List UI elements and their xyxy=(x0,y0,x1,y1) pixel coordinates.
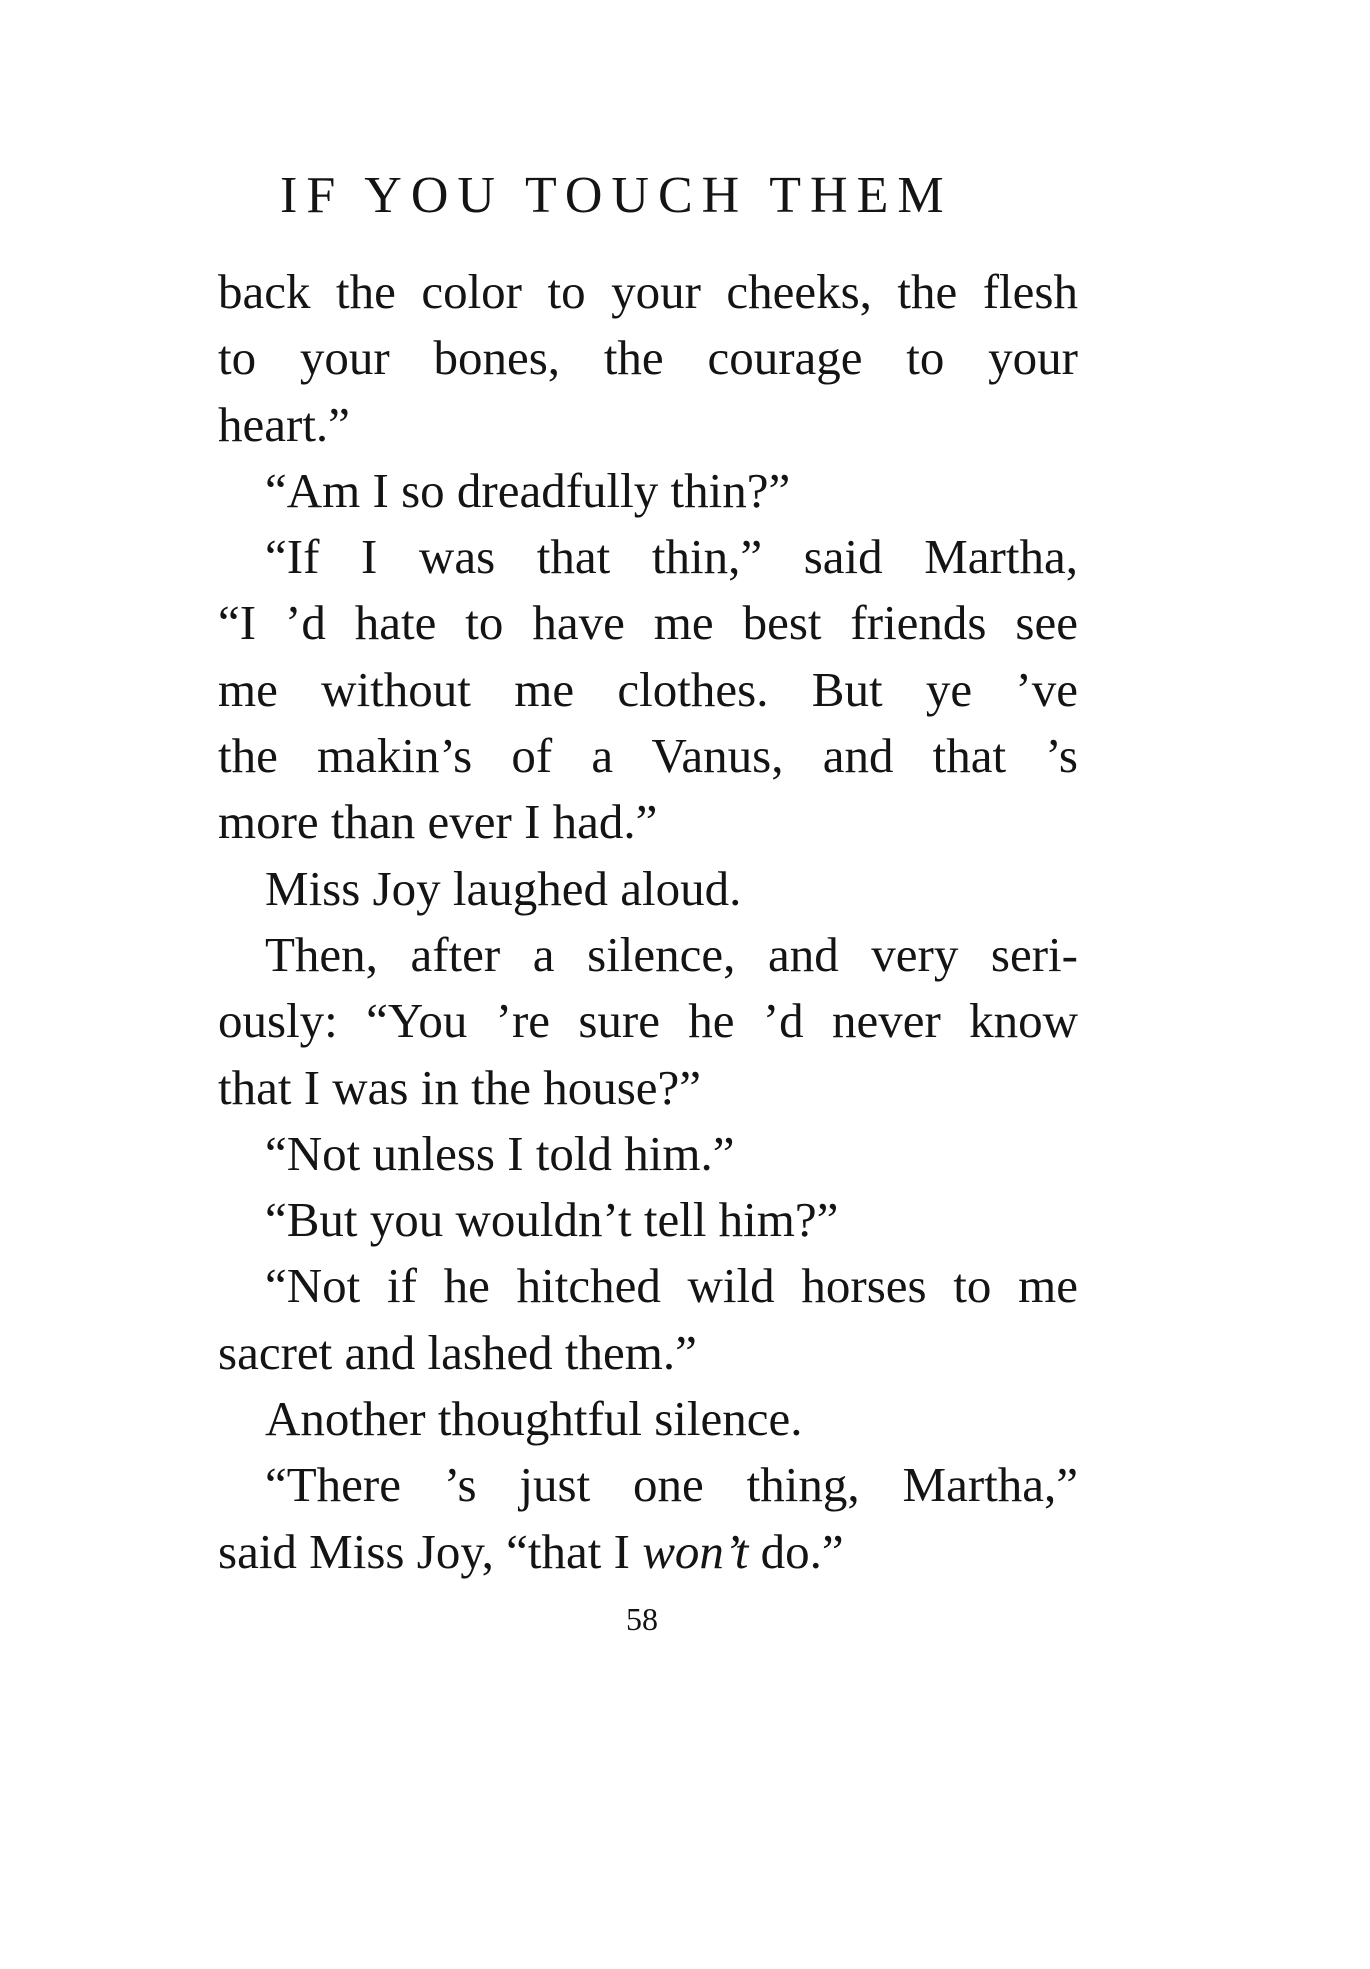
text-line: “Am I so dreadfully thin?” xyxy=(265,462,791,518)
final-text-line xyxy=(218,1519,1078,1585)
text-line: more than ever I had.” xyxy=(218,794,658,850)
text-line: Then, after a silence, and very seri- xyxy=(265,926,1078,982)
text-line: Another thoughtful silence. xyxy=(265,1391,803,1447)
text-line: “I ’d hate to have me best friends see xyxy=(218,595,1078,651)
text-line: “Not unless I told him.” xyxy=(265,1125,735,1181)
text-line: “But you wouldn’t tell him?” xyxy=(265,1192,839,1248)
page-number: 58 xyxy=(626,1601,658,1637)
body-text xyxy=(218,259,1078,1585)
text-line: Miss Joy laughed aloud. xyxy=(265,860,742,916)
emphasized-word: won’t xyxy=(642,1523,749,1579)
final-line-start: said Miss Joy, “that I xyxy=(218,1523,643,1579)
text-line: me without me clothes. But ye ’ve xyxy=(218,661,1078,717)
text-line: back the color to your cheeks, the flesh xyxy=(218,264,1078,319)
text-line: sacret and lashed them.” xyxy=(218,1324,697,1380)
text-line: the makin’s of a Vanus, and that ’s xyxy=(218,728,1078,784)
text-line: that I was in the house?” xyxy=(218,1059,702,1115)
text-line: “Not if he hitched wild horses to me xyxy=(265,1258,1078,1314)
running-title: IF YOU TOUCH THEM xyxy=(280,167,953,224)
final-line-end: do.” xyxy=(748,1523,844,1579)
text-line: heart.” xyxy=(218,396,350,452)
text-line: “If I was that thin,” said Martha, xyxy=(265,529,1078,585)
text-line: “There ’s just one thing, Martha,” xyxy=(265,1457,1078,1513)
text-line: to your bones, the courage to your xyxy=(218,330,1078,386)
text-line: ously: “You ’re sure he ’d never know xyxy=(218,993,1078,1049)
